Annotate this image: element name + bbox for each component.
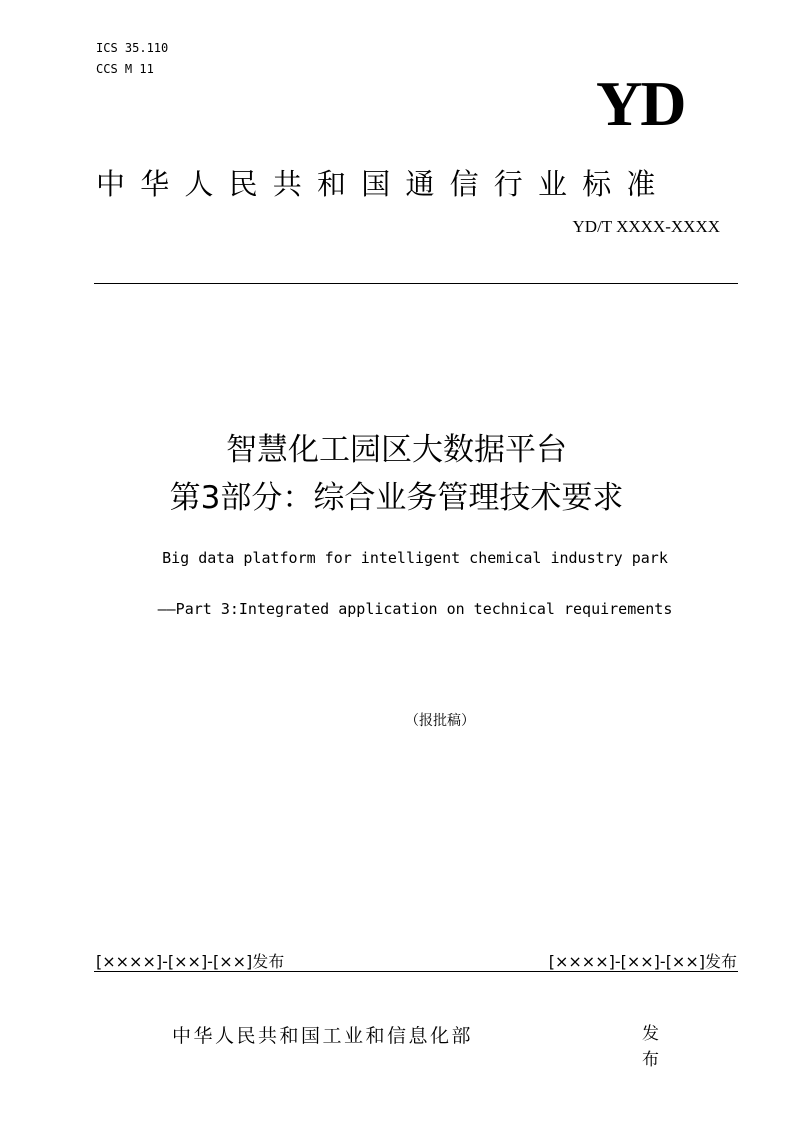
english-title: Big data platform for intelligent chemical industry park [162,549,668,567]
footer-divider [94,971,738,972]
document-subtitle: 第3部分：综合业务管理技术要求 [169,480,624,516]
standard-number: YD/T XXXX-XXXX [572,217,720,236]
ics-code: ICS 35.110 [96,41,169,55]
header-divider [94,283,738,284]
issuer: 中华人民共和国工业和信息化部 [172,1025,474,1047]
implement-date: [××××]-[××]-[××]发布 [548,952,737,971]
publish-date: [××××]-[××]-[××]发布 [96,952,285,971]
yd-logo: YD [596,68,685,139]
publish-label-char2: 布 [642,1050,659,1070]
english-subtitle: ——Part 3:Integrated application on technical requirements [157,600,673,618]
ccs-code: CCS M 11 [96,62,154,76]
draft-status: （报批稿） [405,713,475,729]
standard-type-heading: 中华人民共和国通信行业标准 [96,167,671,201]
document-title: 智慧化工园区大数据平台 [226,432,567,468]
publish-label-char1: 发 [642,1024,659,1044]
